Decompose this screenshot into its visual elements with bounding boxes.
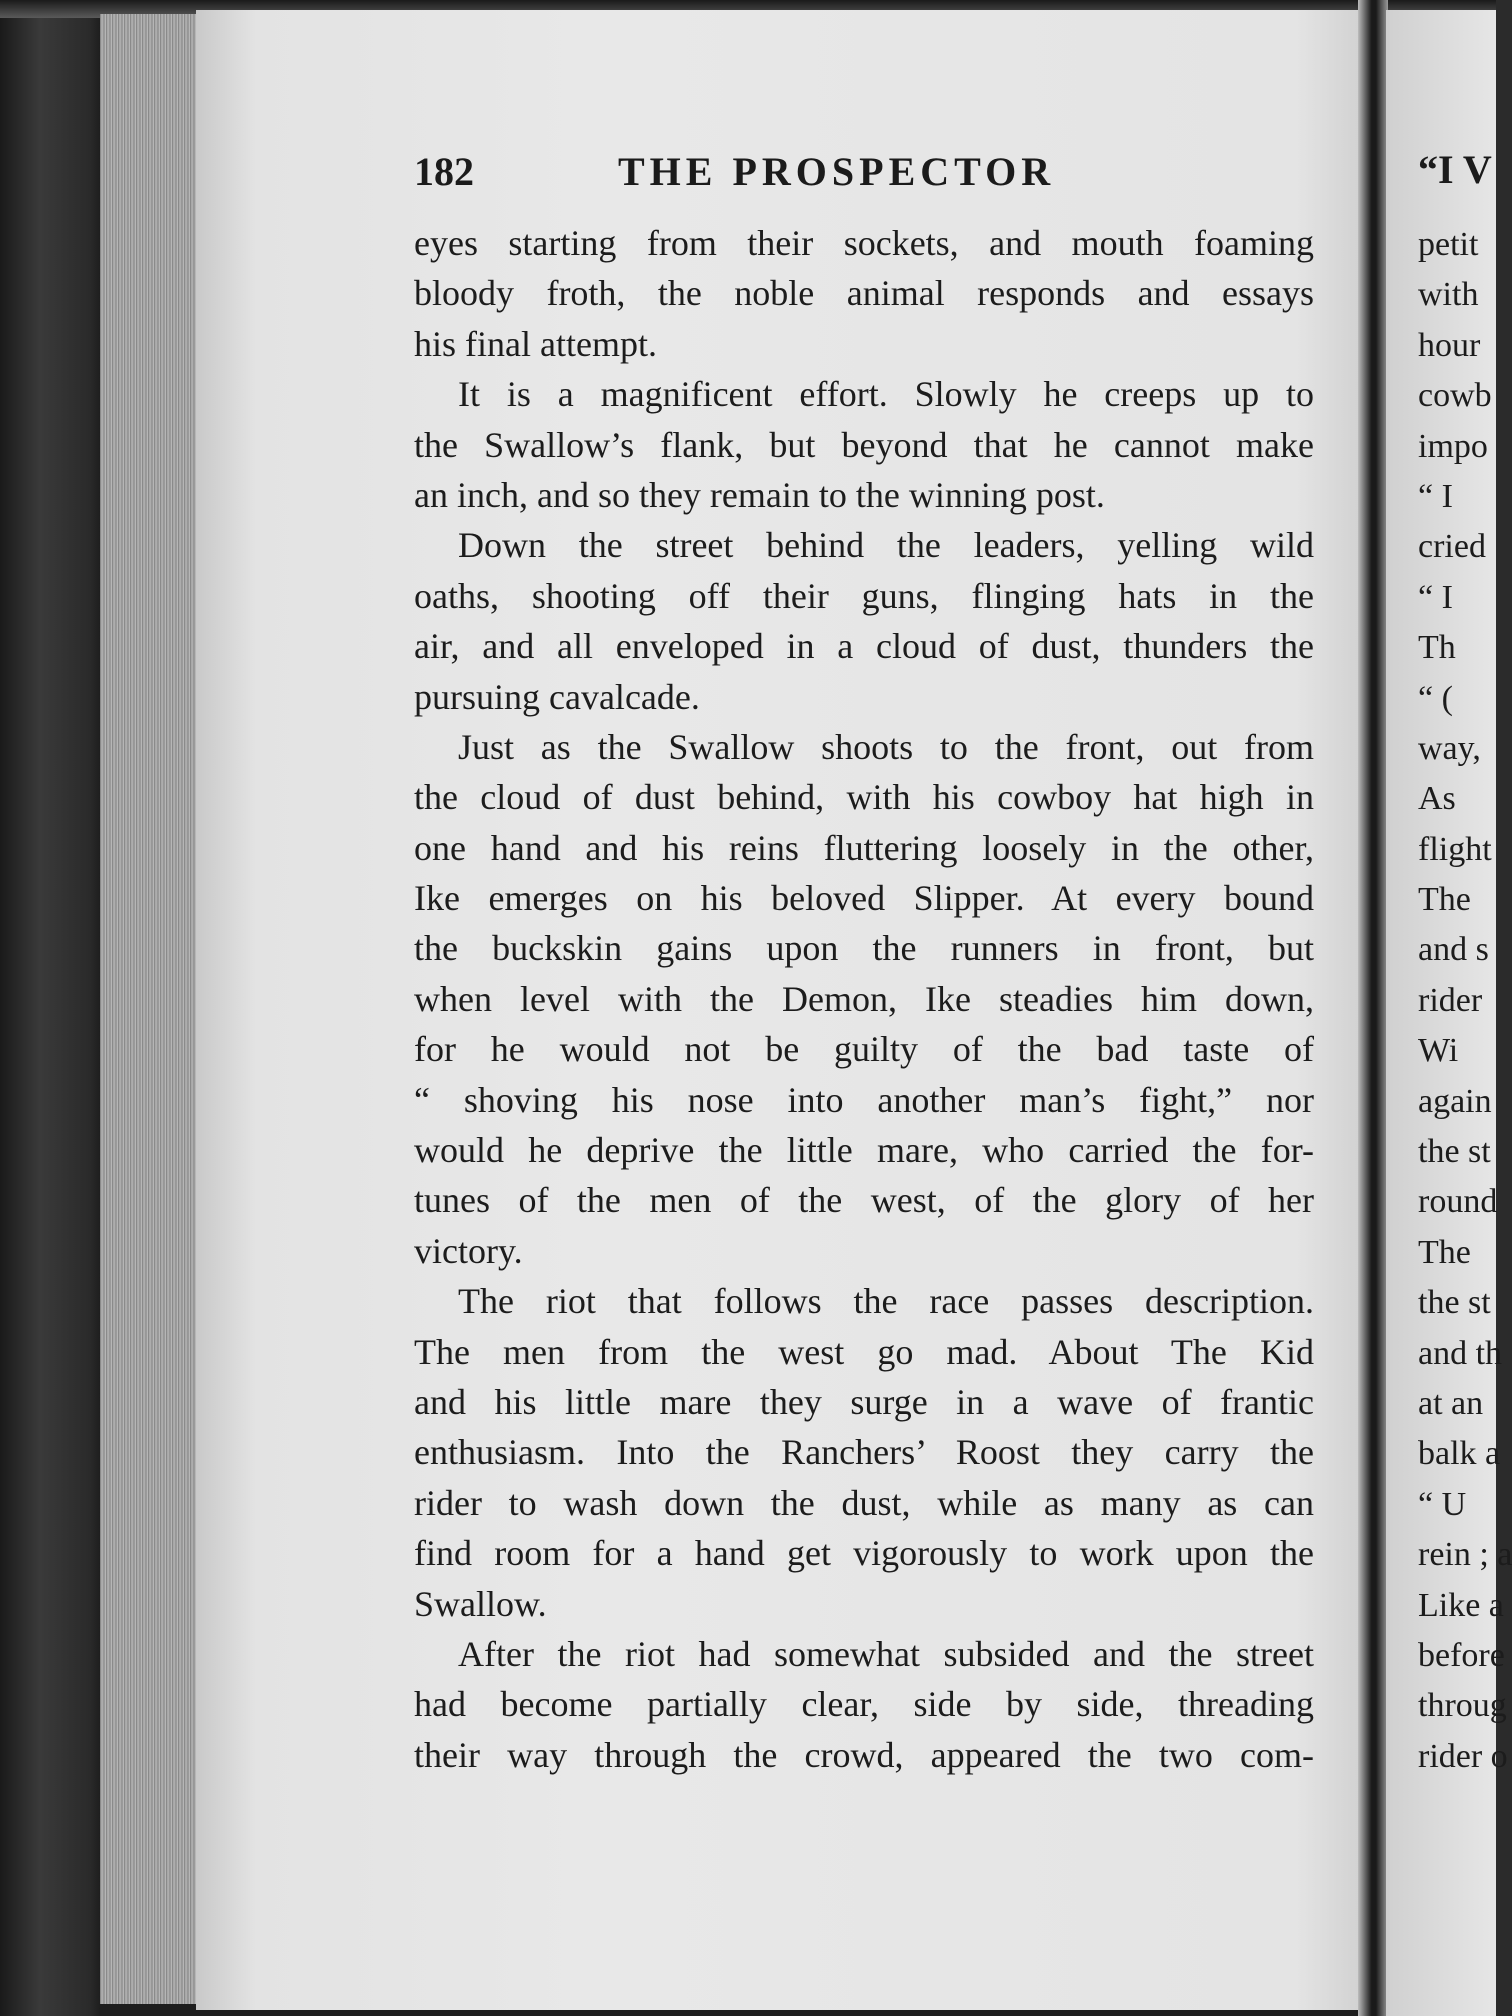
text-line: rider o — [1418, 1737, 1508, 1775]
text-line: The riot that follows the race passes description. — [458, 1281, 1314, 1322]
book-gutter — [1358, 0, 1388, 2016]
text-line: “ I — [1418, 578, 1453, 616]
text-line: the Swallow’s flank, but beyond that he cannot make — [414, 424, 1314, 465]
text-line: Ike emerges on his beloved Slipper. At every bound — [414, 878, 1314, 919]
text-line: flight — [1418, 830, 1492, 868]
text-line: oaths, shooting off their guns, flinging hats in the — [414, 575, 1314, 616]
text-line: again — [1418, 1082, 1492, 1120]
text-line: the buckskin gains upon the runners in front, but — [414, 928, 1314, 969]
text-line: would he deprive the little mare, who carried the for- — [414, 1130, 1314, 1171]
text-line: eyes starting from their sockets, and mouth foaming — [414, 223, 1314, 263]
text-line: one hand and his reins fluttering loosely in the other, — [414, 827, 1314, 868]
right-page — [1386, 10, 1512, 2016]
text-line: victory. — [414, 1230, 523, 1271]
text-line: The — [1418, 1233, 1471, 1271]
text-line: The — [1418, 881, 1471, 919]
text-line: his final attempt. — [414, 323, 657, 364]
text-line: with — [1418, 276, 1479, 314]
text-line: throug — [1418, 1687, 1507, 1725]
text-line: the cloud of dust behind, with his cowboy hat high in — [414, 777, 1314, 818]
text-line: Down the street behind the leaders, yelling wild — [458, 525, 1314, 566]
text-line: “ U — [1418, 1485, 1467, 1523]
text-line: petit — [1418, 226, 1479, 263]
text-line: Wi — [1418, 1032, 1459, 1070]
page-number: 182 — [414, 149, 474, 194]
text-line: rider — [1418, 981, 1483, 1019]
text-line: tunes of the men of the west, of the glory of her — [414, 1180, 1314, 1221]
right-page-heading: “I V — [1418, 147, 1492, 192]
text-line: for he would not be guilty of the bad taste of — [414, 1029, 1314, 1070]
right-page-text — [1418, 220, 1512, 1782]
text-line: had become partially clear, side by side, threading — [414, 1684, 1314, 1725]
page-header — [414, 148, 1314, 198]
text-line: impo — [1418, 427, 1488, 465]
text-line: air, and all enveloped in a cloud of dust, thunders the — [414, 626, 1314, 667]
text-line: at an — [1418, 1384, 1484, 1422]
text-line: pursuing cavalcade. — [414, 676, 700, 717]
page-edges — [100, 14, 200, 2004]
text-line: an inch, and so they remain to the winning post. — [414, 474, 1105, 515]
text-line: Like a — [1418, 1586, 1504, 1624]
text-line: cowb — [1418, 377, 1492, 415]
running-head: THE PROSPECTOR — [618, 149, 1056, 194]
text-line: balk a — [1418, 1435, 1501, 1473]
text-line: Just as the Swallow shoots to the front, out from — [458, 726, 1314, 767]
text-line: “ shoving his nose into another man’s fight,” nor — [414, 1079, 1314, 1120]
text-line: The men from the west go mad. About The Kid — [414, 1331, 1314, 1372]
text-line: “ ( — [1418, 679, 1453, 717]
text-line: hour — [1418, 326, 1481, 364]
text-line: rider to wash down the dust, while as many as can — [414, 1482, 1314, 1523]
text-line: way, — [1418, 729, 1481, 767]
text-line: and s — [1418, 931, 1489, 969]
text-line: Th — [1418, 629, 1456, 667]
text-line: the st — [1418, 1284, 1491, 1322]
text-line: “ I — [1418, 477, 1453, 515]
text-line: find room for a hand get vigorously to work upon the — [414, 1533, 1314, 1574]
text-line: before — [1418, 1636, 1505, 1674]
text-line: rein ; a — [1418, 1536, 1512, 1574]
text-line: round — [1418, 1183, 1498, 1221]
text-line: and his little mare they surge in a wave of frantic — [414, 1381, 1314, 1422]
text-line: bloody froth, the noble animal responds and essays — [414, 273, 1314, 314]
text-line: and th — [1418, 1334, 1503, 1372]
text-line: It is a magnificent effort. Slowly he creeps up to — [458, 374, 1314, 415]
text-line: the st — [1418, 1133, 1491, 1171]
text-line: cried — [1418, 528, 1486, 566]
text-line: their way through the crowd, appeared the two com- — [414, 1734, 1314, 1775]
text-line: After the riot had somewhat subsided and the street — [458, 1633, 1314, 1674]
text-line: when level with the Demon, Ike steadies him down, — [414, 978, 1314, 1019]
text-line: Swallow. — [414, 1583, 547, 1624]
text-line: enthusiasm. Into the Ranchers’ Roost they carry the — [414, 1432, 1314, 1473]
text-line: As — [1418, 780, 1456, 818]
body-text — [414, 218, 1314, 1780]
